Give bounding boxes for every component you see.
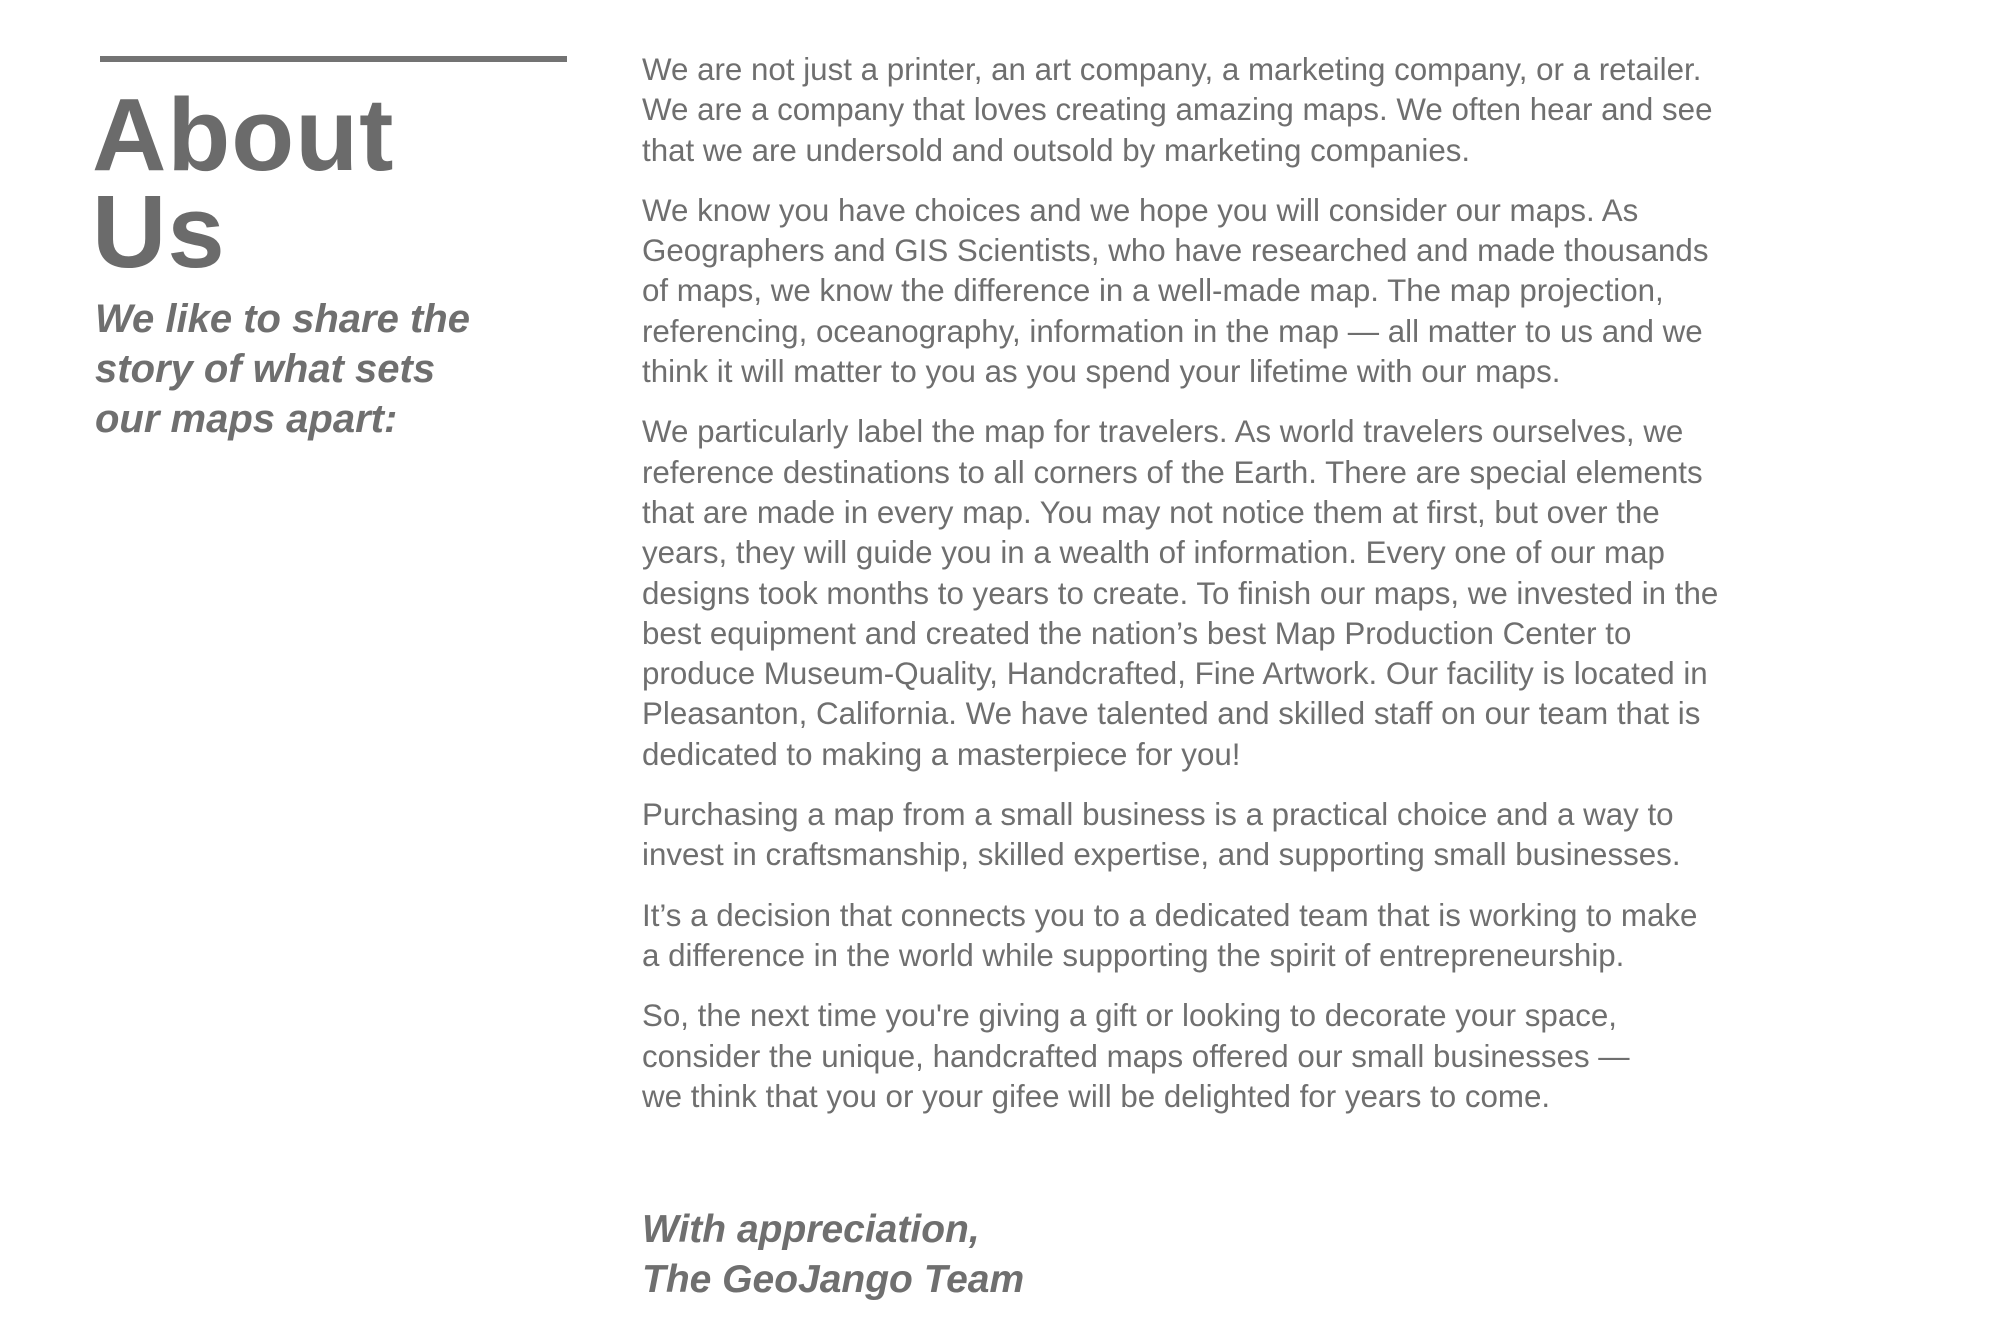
text-line: we think that you or your gifee will be delighted for years to come. xyxy=(642,1078,1551,1114)
text-line: So, the next time you're giving a gift or looking to decorate your space, xyxy=(642,998,1617,1034)
text-line: We particularly label the map for travelers. As world travelers ourselves, we xyxy=(642,414,1684,450)
paragraph-small-business xyxy=(642,795,1932,876)
text-line: dedicated to making a masterpiece for you! xyxy=(642,736,1241,772)
page-title-line: Us xyxy=(92,174,226,289)
text-line: consider the unique, handcrafted maps offered our small businesses — xyxy=(642,1038,1630,1074)
text-line: Geographers and GIS Scientists, who have researched and made thousands xyxy=(642,233,1709,269)
page-title-line: About xyxy=(92,77,395,192)
text-line: produce Museum-Quality, Handcrafted, Fine Artwork. Our facility is located in xyxy=(642,656,1708,692)
text-line: years, they will guide you in a wealth of information. Every one of our map xyxy=(642,535,1665,571)
text-line: Pleasanton, California. We have talented and skilled staff on our team that is xyxy=(642,696,1701,732)
text-line: Purchasing a map from a small business is a practical choice and a way to xyxy=(642,797,1674,833)
text-line: best equipment and created the nation’s best Map Production Center to xyxy=(642,615,1632,651)
text-line: designs took months to years to create. To finish our maps, we invested in the xyxy=(642,575,1719,611)
tagline-line: We like to share the xyxy=(95,297,470,341)
tagline xyxy=(95,294,535,444)
signoff-line: The GeoJango Team xyxy=(642,1258,1025,1301)
signoff-line: With appreciation, xyxy=(642,1208,980,1251)
text-line: reference destinations to all corners of the Earth. There are special elements xyxy=(642,454,1703,490)
text-line: a difference in the world while supporting the spirit of entrepreneurship. xyxy=(642,937,1625,973)
text-line: We are a company that loves creating amazing maps. We often hear and see xyxy=(642,92,1713,128)
text-line: We are not just a printer, an art company, a marketing company, or a retailer. xyxy=(642,52,1702,87)
paragraph-choices xyxy=(642,191,1932,392)
text-line: It’s a decision that connects you to a dedicated team that is working to make xyxy=(642,897,1698,933)
text-line: invest in craftsmanship, skilled expertise, and supporting small businesses. xyxy=(642,837,1681,873)
text-line: We know you have choices and we hope you will consider our maps. As xyxy=(642,192,1639,228)
paragraph-travelers xyxy=(642,412,1932,775)
paragraph-gift xyxy=(642,996,1932,1117)
top-divider xyxy=(100,56,567,62)
paragraph-decision xyxy=(642,896,1932,977)
text-line: referencing, oceanography, information in the map — all matter to us and we xyxy=(642,313,1703,349)
tagline-line: our maps apart: xyxy=(95,397,398,441)
signoff xyxy=(642,1205,1542,1305)
text-line: that are made in every map. You may not notice them at first, but over the xyxy=(642,494,1660,530)
text-line: that we are undersold and outsold by marketing companies. xyxy=(642,132,1471,168)
body-text xyxy=(642,50,1932,1137)
page-title xyxy=(92,77,567,289)
text-line: of maps, we know the difference in a well-made map. The map projection, xyxy=(642,273,1664,309)
text-line: think it will matter to you as you spend your lifetime with our maps. xyxy=(642,354,1561,390)
paragraph-intro xyxy=(642,50,1932,171)
tagline-line: story of what sets xyxy=(95,347,436,391)
